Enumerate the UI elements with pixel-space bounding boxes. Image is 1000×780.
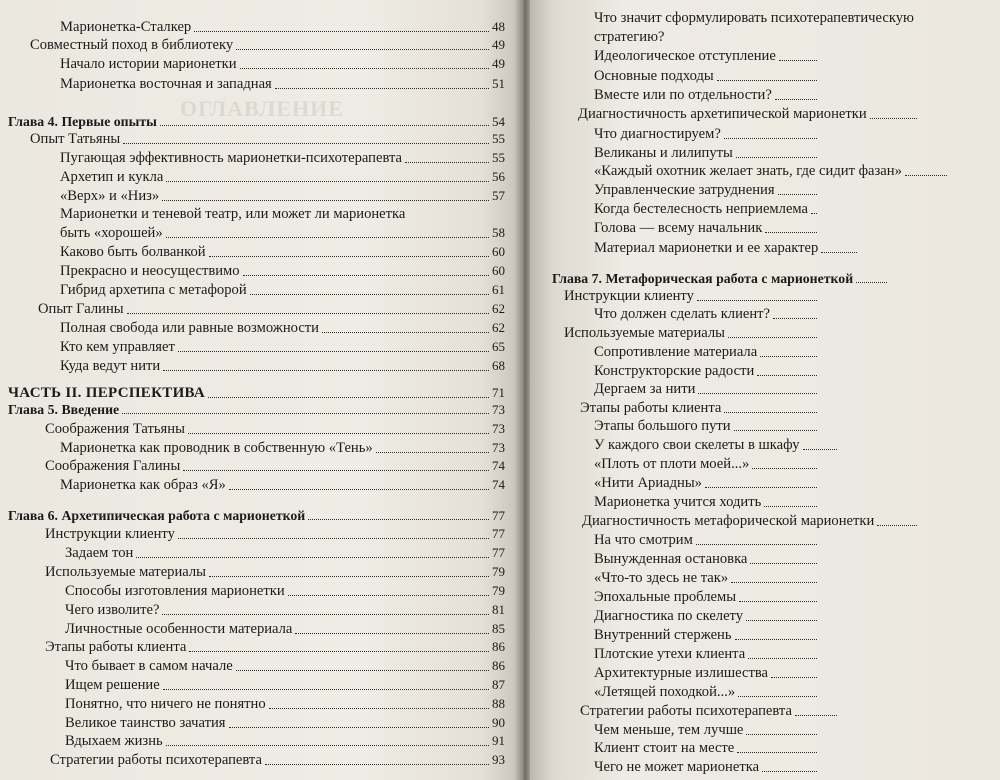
left-toc-entry bbox=[45, 563, 505, 581]
right-toc-entry bbox=[594, 240, 860, 257]
entry-title: Соображения Галины bbox=[45, 458, 181, 474]
entry-title: Стратегии работы психотерапевта bbox=[50, 752, 262, 768]
page-number: 65 bbox=[492, 339, 505, 354]
entry-title: Идеологическое отступление bbox=[594, 48, 776, 64]
entry-title: Соображения Татьяны bbox=[45, 421, 185, 437]
right-toc-entry bbox=[594, 145, 820, 162]
right-toc-entry bbox=[594, 722, 820, 739]
right-toc-entry bbox=[594, 589, 820, 606]
dot-leader bbox=[236, 670, 489, 671]
entry-title: Глава 7. Метафорическая работа с марионеткой bbox=[552, 271, 854, 286]
page-number: 87 bbox=[492, 677, 505, 692]
dot-leader bbox=[269, 708, 489, 709]
left-toc-entry bbox=[65, 544, 505, 562]
left-toc-entry bbox=[8, 401, 505, 418]
page-number: 81 bbox=[492, 602, 505, 617]
dot-leader bbox=[136, 557, 489, 558]
dot-leader bbox=[178, 538, 489, 539]
entry-title: Управленческие затруднения bbox=[594, 182, 775, 198]
entry-title: Дергаем за нити bbox=[594, 381, 696, 397]
right-toc-entry bbox=[594, 201, 820, 218]
dot-leader bbox=[803, 449, 837, 450]
page-number: 73 bbox=[492, 440, 505, 455]
dot-leader bbox=[696, 544, 817, 545]
left-toc-entry bbox=[60, 439, 505, 457]
entry-title: стратегию? bbox=[594, 29, 665, 45]
entry-title: «Что-то здесь не так» bbox=[594, 570, 729, 586]
dot-leader bbox=[724, 138, 817, 139]
left-toc-entry bbox=[30, 36, 505, 54]
entry-title: Диагностичность архетипической марионетки bbox=[578, 106, 867, 122]
right-toc-entry bbox=[594, 87, 820, 104]
page-number: 74 bbox=[492, 477, 505, 492]
entry-title: Глава 5. Введение bbox=[8, 402, 120, 417]
right-toc-entry bbox=[594, 182, 820, 199]
page-number: 77 bbox=[492, 545, 505, 560]
right-toc-entry bbox=[594, 306, 820, 323]
dot-leader bbox=[209, 576, 489, 577]
right-toc-entry bbox=[594, 532, 820, 549]
page-number: 68 bbox=[492, 358, 505, 373]
left-toc-entry bbox=[38, 300, 505, 318]
dot-leader bbox=[250, 294, 489, 295]
left-toc-entry bbox=[65, 676, 505, 694]
left-toc-entry bbox=[45, 525, 505, 543]
entry-title: Полная свобода или равные возможности bbox=[60, 320, 319, 336]
dot-leader bbox=[731, 582, 817, 583]
dot-leader bbox=[265, 764, 489, 765]
dot-leader bbox=[746, 734, 817, 735]
dot-leader bbox=[163, 689, 489, 690]
right-toc bbox=[530, 0, 1000, 780]
entry-title: Клиент стоит на месте bbox=[594, 740, 735, 756]
dot-leader bbox=[308, 519, 489, 520]
entry-title: Глава 6. Архетипическая работа с марионеткой bbox=[8, 508, 306, 523]
left-toc-entry bbox=[60, 243, 505, 261]
right-toc-entry bbox=[594, 665, 820, 682]
page-number: 60 bbox=[492, 263, 505, 278]
page-number: 48 bbox=[492, 19, 505, 34]
entry-title: Что должен сделать клиент? bbox=[594, 306, 771, 322]
right-toc-entry bbox=[582, 513, 920, 530]
right-toc-entry bbox=[594, 126, 820, 143]
entry-title: Стратегии работы психотерапевта bbox=[580, 703, 792, 719]
left-toc-entry bbox=[60, 338, 505, 356]
dot-leader bbox=[764, 506, 817, 507]
entry-title: Архитектурные излишества bbox=[594, 665, 768, 681]
entry-title: Марионетка восточная и западная bbox=[60, 76, 272, 92]
page-number: 77 bbox=[492, 526, 505, 541]
right-toc-entry bbox=[594, 10, 914, 27]
entry-title: «Летящей походкой...» bbox=[594, 684, 736, 700]
right-toc-entry bbox=[580, 400, 820, 417]
dot-leader bbox=[288, 595, 489, 596]
entry-title: «Каждый охотник желает знать, где сидит фазан» bbox=[594, 163, 902, 179]
entry-title: Марионетка как образ «Я» bbox=[60, 477, 226, 493]
dot-leader bbox=[775, 99, 817, 100]
dot-leader bbox=[243, 275, 489, 276]
left-toc-entry bbox=[60, 18, 505, 36]
entry-title: Диагностичность метафорической марионетки bbox=[582, 513, 875, 529]
dot-leader bbox=[795, 715, 837, 716]
right-toc-entry bbox=[594, 48, 820, 65]
dot-leader bbox=[275, 88, 489, 89]
entry-title: Чем меньше, тем лучше bbox=[594, 722, 744, 738]
dot-leader bbox=[183, 470, 489, 471]
entry-title: Чего изволите? bbox=[65, 602, 160, 618]
dot-leader bbox=[162, 614, 489, 615]
right-toc-entry bbox=[594, 627, 820, 644]
right-toc-entry bbox=[578, 106, 920, 123]
dot-leader bbox=[856, 282, 887, 283]
dot-leader bbox=[123, 143, 489, 144]
page-number: 74 bbox=[492, 458, 505, 473]
entry-title: Сопротивление материала bbox=[594, 344, 758, 360]
entry-title: Пугающая эффективность марионетки-психотерапевта bbox=[60, 150, 403, 166]
dot-leader bbox=[762, 771, 817, 772]
dot-leader bbox=[322, 332, 489, 333]
left-page: ОГЛАВЛЕНИЕ Марионетка-Сталкер 48 Совместный поход в библиотеку 49 Начало истории марионетки 49 Марионетка восточная и западная 51 Глава 4. Первые опыты 54 Опыт Татьяны 55 Пугающая эффективность марионетки-психотерапевта 55 Архетип и кукла 56 «Верх» и «Низ» 57 Марионетки и теневой театр, или может ли марионетка быть «хорошей» 58 Каково быть болванкой 60 Прекрасно и неосуществимо 60 Гибрид архетипа с метафорой 61 Опыт Галины 62 Полная свобода или равные возможности 62 Кто кем управляет 65 Куда ведут нити 68 ЧАСТЬ II. ПЕРСПЕКТИВА 71 Глава 5. Введение 73 Соображения Татьяны 73 Марионетка как проводник в собственную «Тень» 73 Соображения Галины 74 Марионетка как образ «Я» 74 Глава 6. Архетипическая работа с марионеткой 77 Инструкции клиенту 77 Задаем тон 77 Используемые материалы 79 Способы изготовления марионетки 79 Чего изволите? 81 Личностные особенности материала 85 Этапы работы клиента 86 Что бывает в самом начале 86 Ищем решение 87 Понятно, что ничего не понятно 88 Великое таинство зачатия 90 Вдыхаем жизнь 91 Стратегии работы психотерапевта 93 bbox=[0, 0, 518, 780]
dot-leader bbox=[162, 200, 489, 201]
entry-title: ЧАСТЬ II. ПЕРСПЕКТИВА bbox=[8, 385, 206, 401]
page-number: 54 bbox=[492, 114, 505, 129]
dot-leader bbox=[771, 677, 817, 678]
dot-leader bbox=[736, 157, 817, 158]
page-number: 77 bbox=[492, 508, 505, 523]
left-toc-entry bbox=[60, 476, 505, 494]
left-toc-entry bbox=[65, 695, 505, 713]
dot-leader bbox=[905, 175, 947, 176]
entry-title: Внутренний стержень bbox=[594, 627, 732, 643]
entry-title: Конструкторские радости bbox=[594, 363, 755, 379]
left-toc-entry bbox=[65, 582, 505, 600]
dot-leader bbox=[697, 300, 817, 301]
dot-leader bbox=[734, 430, 817, 431]
right-toc-entry bbox=[594, 608, 820, 625]
left-toc-entry bbox=[60, 55, 505, 73]
dot-leader bbox=[737, 752, 817, 753]
page-number: 73 bbox=[492, 421, 505, 436]
left-toc-entry bbox=[60, 224, 505, 242]
page-number: 58 bbox=[492, 225, 505, 240]
page-number: 62 bbox=[492, 320, 505, 335]
entry-title: На что смотрим bbox=[594, 532, 693, 548]
page-number: 93 bbox=[492, 752, 505, 767]
entry-title: Что значит сформулировать психотерапевтическую bbox=[594, 10, 914, 26]
dot-leader bbox=[724, 412, 817, 413]
entry-title: Ищем решение bbox=[65, 677, 160, 693]
page-number: 91 bbox=[492, 733, 505, 748]
page-number: 73 bbox=[492, 402, 505, 417]
dot-leader bbox=[229, 489, 489, 490]
entry-title: Начало истории марионетки bbox=[60, 56, 237, 72]
entry-title: Личностные особенности материала bbox=[65, 621, 293, 637]
entry-title: Марионетка учится ходить bbox=[594, 494, 762, 510]
dot-leader bbox=[870, 118, 917, 119]
dot-leader bbox=[698, 393, 817, 394]
entry-title: Вместе или по отдельности? bbox=[594, 87, 772, 103]
right-toc-entry bbox=[594, 551, 820, 568]
entry-title: Этапы работы клиента bbox=[45, 639, 187, 655]
page-number: 62 bbox=[492, 301, 505, 316]
left-toc-entry bbox=[45, 638, 505, 656]
left-toc-entry bbox=[65, 657, 505, 675]
entry-title: Способы изготовления марионетки bbox=[65, 583, 285, 599]
right-toc-entry bbox=[580, 703, 840, 720]
page-number: 90 bbox=[492, 715, 505, 730]
dot-leader bbox=[757, 375, 817, 376]
right-toc-entry bbox=[594, 437, 840, 454]
entry-title: Марионетка как проводник в собственную «Тень» bbox=[60, 440, 373, 456]
page-number: 86 bbox=[492, 658, 505, 673]
dot-leader bbox=[376, 452, 489, 453]
page-number: 49 bbox=[492, 56, 505, 71]
entry-title: Задаем тон bbox=[65, 545, 134, 561]
right-toc-entry bbox=[594, 759, 820, 776]
entry-title: Используемые материалы bbox=[45, 564, 206, 580]
entry-title: «Плоть от плоти моей...» bbox=[594, 456, 750, 472]
dot-leader bbox=[738, 696, 817, 697]
page-number: 79 bbox=[492, 583, 505, 598]
right-toc-entry bbox=[594, 363, 820, 380]
right-toc-entry bbox=[594, 418, 820, 435]
right-toc-entry bbox=[594, 29, 664, 46]
entry-title: У каждого свои скелеты в шкафу bbox=[594, 437, 800, 453]
left-toc-entry bbox=[60, 206, 405, 223]
dot-leader bbox=[189, 651, 489, 652]
dot-leader bbox=[240, 68, 489, 69]
left-toc-entry bbox=[60, 149, 505, 167]
entry-title: Гибрид архетипа с метафорой bbox=[60, 282, 247, 298]
page-number: 57 bbox=[492, 188, 505, 203]
right-toc-entry bbox=[594, 494, 820, 511]
entry-title: Совместный поход в библиотеку bbox=[30, 37, 234, 53]
dot-leader bbox=[236, 49, 489, 50]
entry-title: Прекрасно и неосуществимо bbox=[60, 263, 240, 279]
right-toc-entry bbox=[564, 325, 820, 342]
left-toc-entry bbox=[60, 281, 505, 299]
left-toc-entry bbox=[60, 262, 505, 280]
right-toc-entry bbox=[594, 570, 820, 587]
page-number: 55 bbox=[492, 150, 505, 165]
dot-leader bbox=[773, 318, 817, 319]
left-toc-entry bbox=[8, 384, 505, 402]
entry-title: Великаны и лилипуты bbox=[594, 145, 733, 161]
dot-leader bbox=[779, 60, 817, 61]
right-toc-entry bbox=[594, 344, 820, 361]
right-toc-entry bbox=[594, 646, 820, 663]
dot-leader bbox=[229, 727, 490, 728]
dot-leader bbox=[127, 313, 489, 314]
right-toc-entry bbox=[594, 684, 820, 701]
dot-leader bbox=[735, 639, 817, 640]
entry-title: быть «хорошей» bbox=[60, 225, 163, 241]
page-number: 85 bbox=[492, 621, 505, 636]
dot-leader bbox=[746, 620, 817, 621]
left-toc-entry bbox=[50, 751, 505, 769]
dot-leader bbox=[705, 487, 817, 488]
entry-title: Опыт Галины bbox=[38, 301, 124, 317]
entry-title: Голова — всему начальник bbox=[594, 220, 763, 236]
entry-title: Чего не может марионетка bbox=[594, 759, 760, 775]
dot-leader bbox=[717, 80, 817, 81]
dot-leader bbox=[752, 468, 817, 469]
left-toc-entry bbox=[65, 601, 505, 619]
dot-leader bbox=[405, 162, 489, 163]
dot-leader bbox=[209, 256, 489, 257]
entry-title: Инструкции клиенту bbox=[45, 526, 175, 542]
entry-title: Куда ведут нити bbox=[60, 358, 161, 374]
left-toc-entry bbox=[65, 620, 505, 638]
dot-leader bbox=[160, 125, 489, 126]
right-toc-entry bbox=[552, 270, 890, 287]
entry-title: Что диагностируем? bbox=[594, 126, 721, 142]
entry-title: «Нити Ариадны» bbox=[594, 475, 702, 491]
right-page bbox=[530, 0, 1000, 780]
entry-title: Каково быть болванкой bbox=[60, 244, 206, 260]
page-number: 88 bbox=[492, 696, 505, 711]
entry-title: Когда бестелесность неприемлема bbox=[594, 201, 809, 217]
entry-title: Этапы большого пути bbox=[594, 418, 731, 434]
dot-leader bbox=[295, 633, 489, 634]
dot-leader bbox=[166, 181, 489, 182]
entry-title: Марионетки и теневой театр, или может ли марионетка bbox=[60, 206, 406, 222]
entry-title: Великое таинство зачатия bbox=[65, 715, 226, 731]
entry-title: «Верх» и «Низ» bbox=[60, 188, 160, 204]
dot-leader bbox=[748, 658, 817, 659]
page-number: 55 bbox=[492, 131, 505, 146]
entry-title: Материал марионетки и ее характер bbox=[594, 240, 819, 256]
dot-leader bbox=[194, 31, 489, 32]
entry-title: Опыт Татьяны bbox=[30, 131, 121, 147]
left-toc-entry bbox=[65, 732, 505, 750]
right-toc-entry bbox=[594, 456, 820, 473]
entry-title: Кто кем управляет bbox=[60, 339, 175, 355]
dot-leader bbox=[811, 213, 817, 214]
page-number: 49 bbox=[492, 37, 505, 52]
page-number: 71 bbox=[492, 385, 505, 400]
page-number: 86 bbox=[492, 639, 505, 654]
entry-title: Вынужденная остановка bbox=[594, 551, 748, 567]
entry-title: Понятно, что ничего не понятно bbox=[65, 696, 266, 712]
left-toc-entry bbox=[60, 357, 505, 375]
left-toc-entry bbox=[60, 168, 505, 186]
left-toc-entry bbox=[60, 75, 505, 93]
left-toc-entry bbox=[8, 113, 505, 130]
entry-title: Этапы работы клиента bbox=[580, 400, 722, 416]
left-toc-entry bbox=[65, 714, 505, 732]
dot-leader bbox=[728, 337, 817, 338]
right-toc-entry bbox=[594, 475, 820, 492]
entry-title: Что бывает в самом начале bbox=[65, 658, 233, 674]
entry-title: Глава 4. Первые опыты bbox=[8, 114, 157, 129]
entry-title: Плотские утехи клиента bbox=[594, 646, 746, 662]
right-toc-entry bbox=[594, 740, 820, 757]
dot-leader bbox=[163, 370, 489, 371]
left-toc-entry bbox=[60, 187, 505, 205]
left-toc-entry bbox=[60, 319, 505, 337]
dot-leader bbox=[765, 232, 817, 233]
right-toc-entry bbox=[594, 220, 820, 237]
dot-leader bbox=[208, 397, 489, 398]
dot-leader bbox=[760, 356, 817, 357]
page-number: 51 bbox=[492, 76, 505, 91]
dot-leader bbox=[739, 601, 817, 602]
left-toc-entry bbox=[30, 130, 505, 148]
entry-title: Используемые материалы bbox=[564, 325, 725, 341]
dot-leader bbox=[188, 433, 489, 434]
right-toc-entry bbox=[594, 68, 820, 85]
left-toc-entry bbox=[45, 420, 505, 438]
page-number: 61 bbox=[492, 282, 505, 297]
page-number: 60 bbox=[492, 244, 505, 259]
entry-title: Эпохальные проблемы bbox=[594, 589, 737, 605]
dot-leader bbox=[166, 237, 489, 238]
dot-leader bbox=[166, 745, 489, 746]
right-toc-entry bbox=[564, 288, 820, 305]
right-toc-entry bbox=[594, 381, 820, 398]
entry-title: Марионетка-Сталкер bbox=[60, 19, 192, 35]
dot-leader bbox=[877, 525, 917, 526]
dot-leader bbox=[750, 563, 817, 564]
entry-title: Инструкции клиенту bbox=[564, 288, 694, 304]
right-toc-entry bbox=[594, 163, 950, 180]
dot-leader bbox=[122, 413, 489, 414]
left-toc-entry bbox=[8, 507, 505, 524]
page-number: 79 bbox=[492, 564, 505, 579]
entry-title: Основные подходы bbox=[594, 68, 714, 84]
left-toc-entry bbox=[45, 457, 505, 475]
dot-leader bbox=[778, 194, 817, 195]
dot-leader bbox=[178, 351, 489, 352]
page-number: 56 bbox=[492, 169, 505, 184]
entry-title: Вдыхаем жизнь bbox=[65, 733, 163, 749]
dot-leader bbox=[821, 252, 857, 253]
entry-title: Архетип и кукла bbox=[60, 169, 164, 185]
entry-title: Диагностика по скелету bbox=[594, 608, 744, 624]
